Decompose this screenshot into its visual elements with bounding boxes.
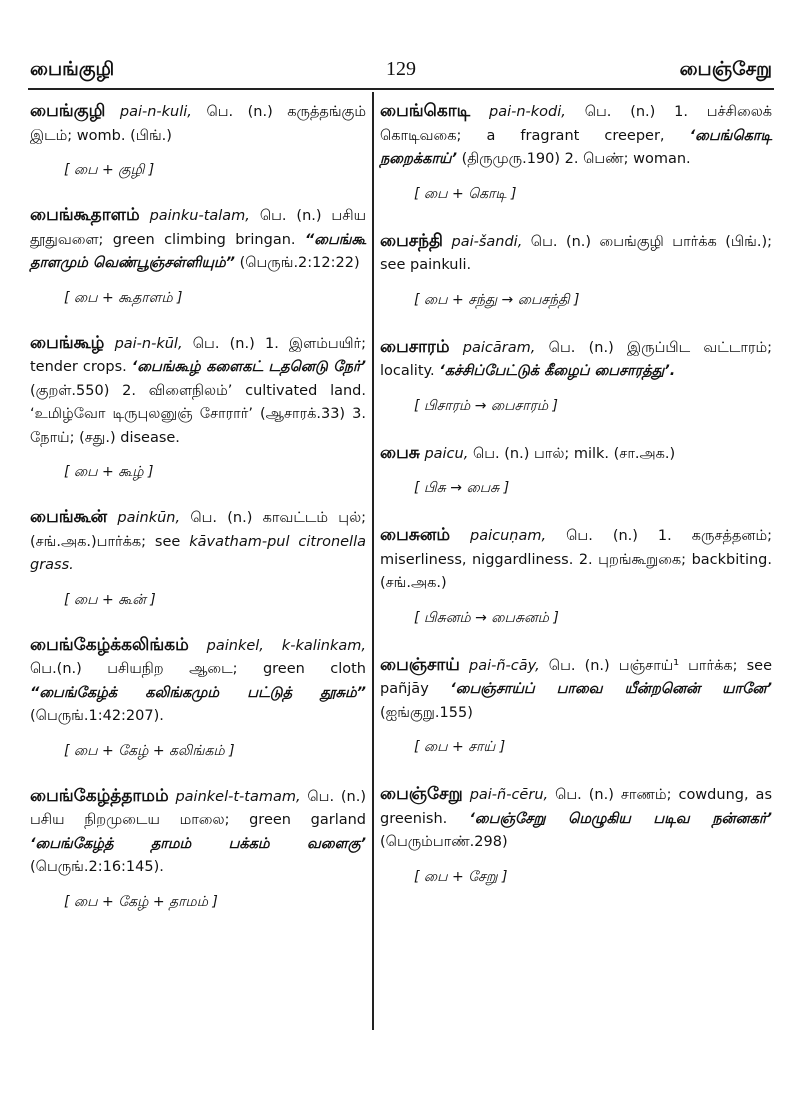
entry-quotation: “பைங்கூ தாளமும் வெண்பூஞ்சள்ளியும்” xyxy=(30,231,367,271)
entry-headword: பைங்கொடி xyxy=(380,101,471,121)
right-running-head: பைஞ்சேறு xyxy=(679,58,772,80)
entry-etymology: [ பிசாரம் → பைசாரம் ] xyxy=(414,397,559,414)
entry-definition: பெ. (n.) கருத்தங்கும் இடம்; womb. (பிங்.) xyxy=(30,104,367,144)
entry-painkezhkalingam xyxy=(30,634,366,763)
entry-definition: பெ. (n.) சாணம்; cowdung, as greenish. xyxy=(380,787,772,827)
entry-transliteration: paicāram, xyxy=(462,339,536,356)
entry-transliteration: pai-ñ-cēru, xyxy=(469,787,549,803)
page-header xyxy=(30,52,772,88)
header-rule xyxy=(28,88,774,90)
entry-transliteration: paicuṇam, xyxy=(470,528,547,544)
entry-text xyxy=(380,100,772,172)
right-column xyxy=(380,100,772,889)
entry-headword: பைசாரம் xyxy=(380,336,450,357)
entry-paingkuzhi xyxy=(30,100,366,182)
entry-headword: பைங்கூழ் xyxy=(30,332,105,353)
entry-transliteration: pai-n-kuli, xyxy=(119,104,192,120)
entry-transliteration: painkel, k-kalinkam, xyxy=(206,637,366,654)
entry-definition: பெ. (n.) 1. கருசத்தனம்; miserliness, niggardliness. 2. புறங்கூறுகை; backbiting. (சங்.அக.) xyxy=(380,528,773,591)
entry-quotation: ‘பைங்கேழ்த் தாமம் பக்கம் வளைகு’ xyxy=(30,835,366,852)
entry-text xyxy=(30,332,366,451)
entry-etymology: [ பிசுனம் → பைசுனம் ] xyxy=(414,609,559,626)
entry-etymology: [ பை + கூன் ] xyxy=(64,591,156,608)
column-divider xyxy=(372,92,374,1030)
entry-painkezhthamam xyxy=(30,785,366,914)
entry-paingkodi xyxy=(380,100,772,206)
entry-quotation: “பைங்கேழ்க் கலிங்கமும் பட்டுத் தூசும்” xyxy=(30,684,366,701)
entry-text xyxy=(30,506,366,578)
entry-headword: பைசு xyxy=(380,442,420,463)
entry-etymology: [ பை + சாய் ] xyxy=(414,739,506,755)
entry-citation: (பெருங்.1:42:207). xyxy=(30,708,164,724)
entry-citation: (பெருங்.2:12:22) xyxy=(239,255,360,271)
entry-quotation: ‘பைங்கூழ் களைகட் டதனெடு நேர்’ xyxy=(131,359,366,375)
entry-transliteration: pai-ñ-cāy, xyxy=(468,657,540,674)
entry-headword: பைங்குழி xyxy=(30,101,106,121)
entry-etymology: [ பை + சேறு ] xyxy=(414,868,508,885)
entry-citation: (பெரும்பாண்.298) xyxy=(380,834,508,850)
entry-text xyxy=(380,524,772,596)
entry-headword: பைங்கூன் xyxy=(30,507,108,527)
entry-painjsai xyxy=(380,654,772,760)
entry-definition: பெ. (n.) பஞ்சாய்¹ பார்க்க; see pañjāy xyxy=(380,657,772,697)
entry-quotation: ‘பைங்கொடி நறைக்காய்’ xyxy=(380,127,772,167)
entry-text xyxy=(380,336,772,384)
entry-citation: (பெருங்.2:16:145). xyxy=(30,859,164,875)
entry-headword: பைங்கூதாளம் xyxy=(30,205,140,225)
entry-transliteration: paicu, xyxy=(424,445,469,462)
entry-painkun xyxy=(30,506,366,612)
entry-citation: (திருமுரு.190) 2. பெண்; woman. xyxy=(461,151,691,167)
entry-transliteration: pai-šandi, xyxy=(451,233,523,250)
entry-definition: பெ. (n.) காவட்டம் புல்;(சங்.அக.)பார்க்க; see xyxy=(30,510,367,550)
entry-headword: பைசந்தி xyxy=(380,230,443,251)
entry-headword: பைங்கேழ்த்தாமம் xyxy=(30,785,169,806)
entry-definition: பெ. (n.) 1. இளம்பயிர்; tender crops. xyxy=(30,335,366,375)
entry-definition: பெ. (n.) 1. பச்சிலைக் கொடிவகை; a fragrant creeper, xyxy=(380,104,773,144)
entry-text xyxy=(380,230,772,278)
entry-text xyxy=(30,634,366,729)
entry-etymology: [ பை + சந்து → பைசந்தி ] xyxy=(414,291,580,308)
entry-painjseru xyxy=(380,783,772,889)
entry-transliteration: pai-n-kūl, xyxy=(114,335,183,352)
entry-etymology: [ பிசு → பைசு ] xyxy=(414,480,510,496)
entry-transliteration: painkūn, xyxy=(117,510,181,526)
entry-etymology: [ பை + கூழ் ] xyxy=(64,464,154,480)
entry-headword: பைங்கேழ்க்கலிங்கம் xyxy=(30,634,189,655)
entry-definition: பெ. (n.) பசிய நிறமுடைய மாலை; green garland xyxy=(30,788,366,828)
left-column xyxy=(30,100,366,914)
entry-text xyxy=(380,783,772,855)
left-running-head: பைங்குழி xyxy=(30,58,115,80)
entry-text xyxy=(380,442,772,467)
entry-paisu xyxy=(380,442,772,501)
entry-headword: பைசுனம் xyxy=(380,525,450,545)
entry-quotation: ‘கச்சிப்பேட்டுக் கீழைப் பைசாரத்து’. xyxy=(439,363,676,379)
entry-etymology: [ பை + குழி ] xyxy=(64,162,155,178)
entry-citation: (ஐங்குறு.155) xyxy=(380,704,473,721)
entry-transliteration: painkel-t-tamam, xyxy=(175,788,301,805)
entry-text xyxy=(380,654,772,726)
entry-text xyxy=(30,204,366,276)
entry-painkuzh xyxy=(30,332,366,485)
page-number: 129 xyxy=(386,58,416,80)
entry-etymology: [ பை + கூதாளம் ] xyxy=(64,289,183,306)
entry-quotation: ‘பைஞ்சேறு மெழுகிய படிவ நன்னகர்’ xyxy=(469,810,772,827)
entry-definition: பெ. (n.) பசிய தூதுவளை; green climbing bringan. xyxy=(30,208,367,248)
entry-quotation: ‘பைஞ்சாய்ப் பாவை யீன்றனென் யானே’ xyxy=(450,681,772,697)
entry-etymology: [ பை + கேழ் + கலிங்கம் ] xyxy=(64,742,235,759)
entry-citation: (குறள்.550) 2. விளைநிலம்’ cultivated land. ‘உமிழ்வோ டிருபுலனுஞ் சோரார்’ (ஆசாரக்.33) 3. நோய்; (சது.) disease. xyxy=(30,382,366,446)
entry-definition: பெ.(n.) பசியநிற ஆடை; green cloth xyxy=(30,661,366,677)
entry-paisaram xyxy=(380,336,772,418)
entry-painkuthalam xyxy=(30,204,366,310)
entry-transliteration: painku-talam, xyxy=(149,208,250,224)
entry-definition: பெ. (n.) இருப்பிட வட்டாரம்; locality. xyxy=(380,339,773,379)
entry-text xyxy=(30,785,366,880)
entry-definition: பெ. (n.) பால்; milk. (சா.அக.) xyxy=(472,445,676,462)
entry-paisandhi xyxy=(380,230,772,312)
entry-cross-reference: kāvatham-pul citronella grass. xyxy=(30,533,366,573)
entry-text xyxy=(30,100,366,148)
entry-paisunam xyxy=(380,524,772,630)
entry-headword: பைஞ்சேறு xyxy=(380,784,463,804)
entry-transliteration: pai-n-kodi, xyxy=(488,104,566,120)
entry-etymology: [ பை + கொடி ] xyxy=(414,185,517,202)
entry-headword: பைஞ்சாய் xyxy=(380,654,460,675)
entry-etymology: [ பை + கேழ் + தாமம் ] xyxy=(64,893,218,910)
entry-definition: பெ. (n.) பைங்குழி பார்க்க (பிங்.); see painkuli. xyxy=(380,233,773,273)
